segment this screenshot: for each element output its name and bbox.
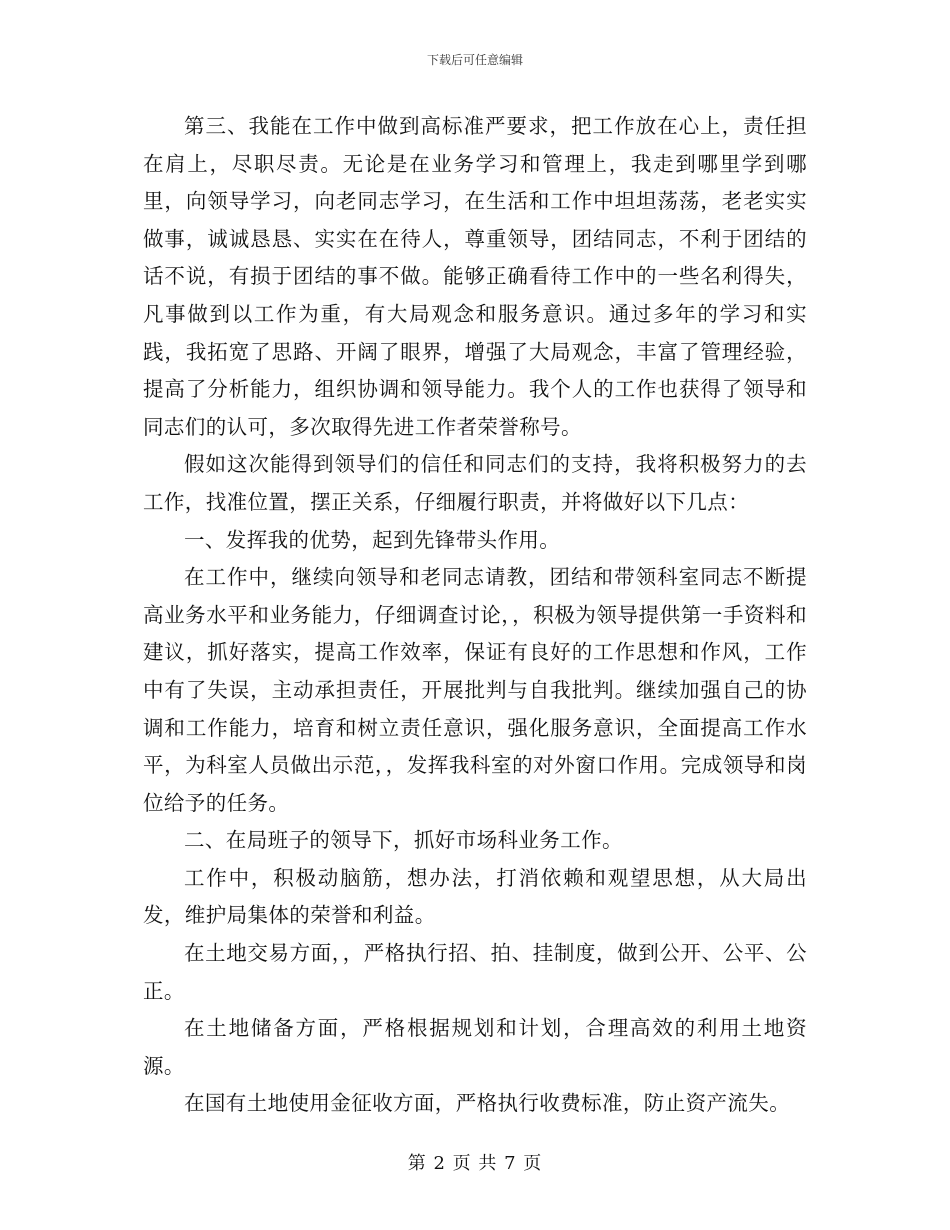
footer-total-pages: 7 bbox=[504, 1153, 517, 1174]
paragraph-1: 第三、我能在工作中做到高标准严要求，把工作放在心上，责任担在肩上，尽职尽责。无论是在业务学习和管理上，我走到哪里学到哪里，向领导学习，向老同志学习，在生活和工作中坦坦荡荡，老老实实做事，诚诚恳恳、实实在在待人，尊重领导，团结同志，不利于团结的话不说，有损于团结的事不做。能够正确看待工作中的一些名利得失，凡事做到以工作为重，有大局观念和服务意识。通过多年的学习和实践，我拓宽了思路、开阔了眼界，增强了大局观念，丰富了管理经验，提高了分析能力，组织协调和领导能力。我个人的工作也获得了领导和同志们的认可，多次取得先进工作者荣誉称号。 bbox=[143, 114, 807, 439]
paragraph-5-heading: 二、在局班子的领导下，抓好市场科业务工作。 bbox=[184, 828, 623, 853]
paragraph-9: 在国有土地使用金征收方面，严格执行收费标准，防止资产流失。 bbox=[184, 1091, 791, 1116]
paragraph-2: 假如这次能得到领导们的信任和同志们的支持，我将积极努力的去工作，找准位置，摆正关系，仔细履行职责，并将做好以下几点： bbox=[143, 452, 807, 514]
footer-middle: 页 共 bbox=[452, 1153, 498, 1174]
page-footer bbox=[0, 1152, 950, 1176]
paragraph-3-heading: 一、发挥我的优势，起到先锋带头作用。 bbox=[184, 527, 561, 552]
footer-suffix: 页 bbox=[523, 1153, 543, 1174]
paragraph-8: 在土地储备方面，严格根据规划和计划，合理高效的利用土地资源。 bbox=[143, 1016, 807, 1078]
paragraph-7: 在土地交易方面，，严格执行招、拍、挂制度，做到公开、公平、公正。 bbox=[143, 941, 807, 1003]
paragraph-4: 在工作中，继续向领导和老同志请教，团结和带领科室同志不断提高业务水平和业务能力，仔细调查讨论，，积极为领导提供第一手资料和建议，抓好落实，提高工作效率，保证有良好的工作思想和作风，工作中有了失误，主动承担责任，开展批判与自我批判。继续加强自己的协调和工作能力，培育和树立责任意识，强化服务意识，全面提高工作水平，为科室人员做出示范，，发挥我科室的对外窗口作用。完成领导和岗位给予的任务。 bbox=[143, 565, 807, 815]
paragraph-6: 工作中，积极动脑筋，想办法，打消依赖和观望思想，从大局出发，维护局集体的荣誉和利益。 bbox=[143, 865, 807, 928]
page-header: 下载后可任意编辑 bbox=[426, 53, 523, 67]
footer-current-page: 2 bbox=[433, 1153, 446, 1174]
document-body bbox=[143, 108, 807, 1123]
footer-prefix: 第 bbox=[407, 1153, 427, 1174]
